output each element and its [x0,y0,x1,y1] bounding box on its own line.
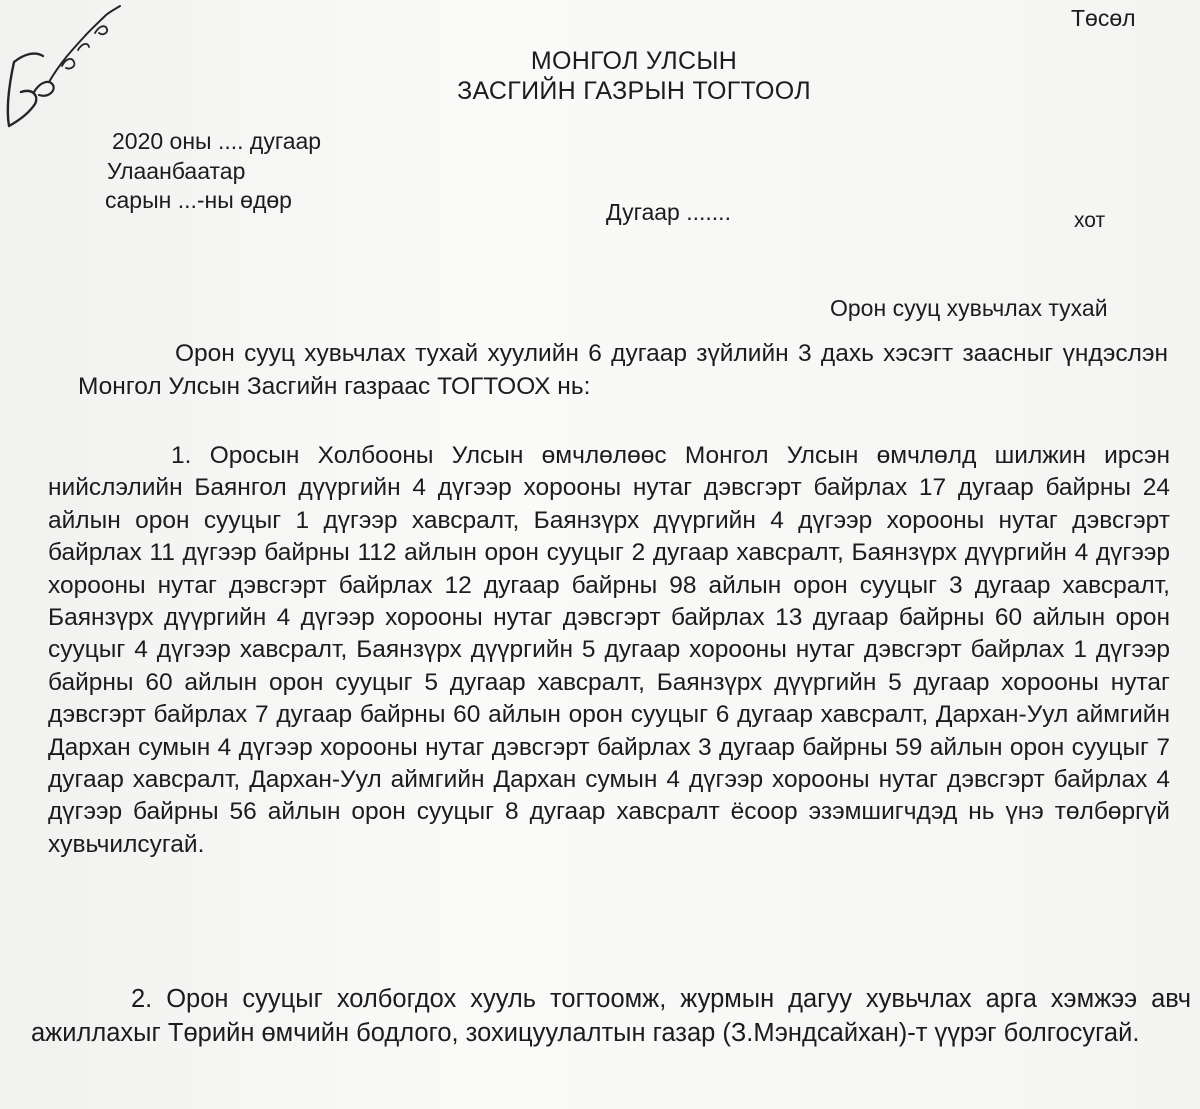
resolution-number: Дугаар ....... [606,199,731,225]
title-resolution: ЗАСГИЙН ГАЗРЫН ТОГТООЛ [457,77,811,105]
place-line: Улаанбаатар [107,158,246,184]
item-2-paragraph: 2. Орон сууцыг холбогдох хууль тогтоомж, журмын дагуу хувьчлах арга хэмжээ авч ажиллахыг Төрийн өмчийн бодлого, зохицуулалтын газар (З.Мэндсайхан)-т үүрэг болгосугай. [31,985,1191,1047]
item-1-paragraph: 1. Оросын Холбооны Улсын өмчлөлөөс Монгол Улсын өмчлөлд шилжин ирсэн нийслэлийн Баянгол дүүргийн 4 дүгээр хорооны нутаг дэвсгэрт байрлах 17 дугаар байрны 24 айлын орон сууцыг 1 дүгээр хавсралт, Баянзүрх дүүргийн 4 дүгээр хорооны нутаг дэвсгэрт байрлах 11 дүгээр байрны 112 айлын орон сууцыг 2 дугаар хавсралт, Баянзүрх дүүргийн 4 дүгээр хорооны нутаг дэвсгэрт байрлах 12 дугаар байрны 98 айлын орон сууцыг 3 дугаар хавсралт, Баянзүрх дүүргийн 4 дүгээр хорооны нутаг дэвсгэрт байрлах 13 дугаар байрны 60 айлын орон сууцыг 4 дүгээр хавсралт, Баянзүрх дүүргийн 5 дугаар хорооны нутаг дэвсгэрт байрлах 1 дүгээр байрны 60 айлын орон сууцыг 5 дугаар хавсралт, Баянзүрх дүүргийн 5 дугаар хорооны нутаг дэвсгэрт байрлах 7 дугаар байрны 60 айлын орон сууцыг 6 дугаар хавсралт, Дархан-Уул аймгийн Дархан сумын 4 дүгээр хорооны нутаг дэвсгэрт байрлах 3 дугаар байрны 59 айлын орон сууцыг 7 дугаар хавсралт, Дархан-Уул аймгийн Дархан сумын 4 дүгээр хорооны нутаг дэвсгэрт байрлах 4 дүгээр байрны 56 айлын орон сууцыг 8 дугаар хавсралт ёсоор эзэмшигчдэд нь үнэ төлбөргүй хувьчилсугай. [48,442,1170,858]
day-line: сарын ...-ны өдөр [105,187,292,213]
document-subject: Орон сууц хувьчлах тухай [830,295,1108,321]
title-country: МОНГОЛ УЛСЫН [530,47,738,75]
city-label: хот [1074,209,1106,232]
preamble-paragraph: Орон сууц хувьчлах тухай хуулийн 6 дугаар зүйлийн 3 дахь хэсэгт заасныг үндэслэн Монгол Улсын Засгийн газраас ТОГТООХ нь: [78,340,1168,400]
draft-label: Төсөл [1071,5,1136,31]
date-line: 2020 оны .... дугаар [112,128,322,154]
